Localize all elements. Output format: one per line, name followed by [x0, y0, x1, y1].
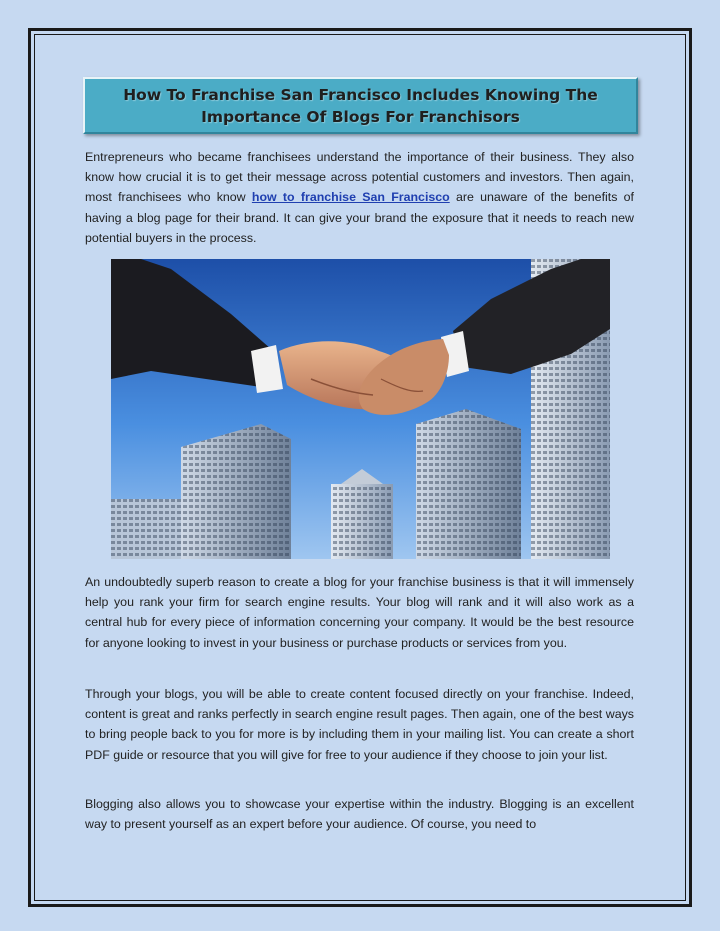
intro-text-before-link: Entrepreneurs who became franchisees understand the importance of their business. They also know how crucial it is to get their message across potential customers and investors. Then again, most franchisees who know — [85, 150, 634, 205]
franchise-link[interactable]: how to franchise San Francisco — [251, 190, 450, 205]
body-paragraph-4: Blogging also allows you to showcase your expertise within the industry. Blogging is an excellent way to present yourself as an expert before your audience. Of course, you need to — [85, 797, 634, 832]
intro-text-after-link: are unaware of the benefits of having a blog page for their brand. It can give your brand the exposure that it needs to reach new potential buyers in the process. — [85, 190, 634, 245]
title-box — [83, 77, 638, 134]
intro-paragraph — [85, 147, 634, 248]
body-paragraph-2: An undoubtedly superb reason to create a blog for your franchise business is that it will immensely help you rank your firm for search engine results. Your blog will rank and it will also work as a central hub for every piece of information concerning your company. It would be the best resource for anyone looking to invest in your business or purchase products or services from you. — [85, 575, 634, 650]
page-title: How To Franchise San Francisco Includes Knowing The Importance Of Blogs For Franchisors — [123, 85, 598, 126]
body-paragraph-3: Through your blogs, you will be able to create content focused directly on your franchise. Indeed, content is great and ranks perfectly in search engine result pages. Then again, one of the best ways to bring people back to you for more is by including them in your mailing list. You can create a short PDF guide or resource that you will give for free to your audience if they choose to join your list. — [85, 687, 634, 762]
handshake-photo — [111, 259, 610, 559]
